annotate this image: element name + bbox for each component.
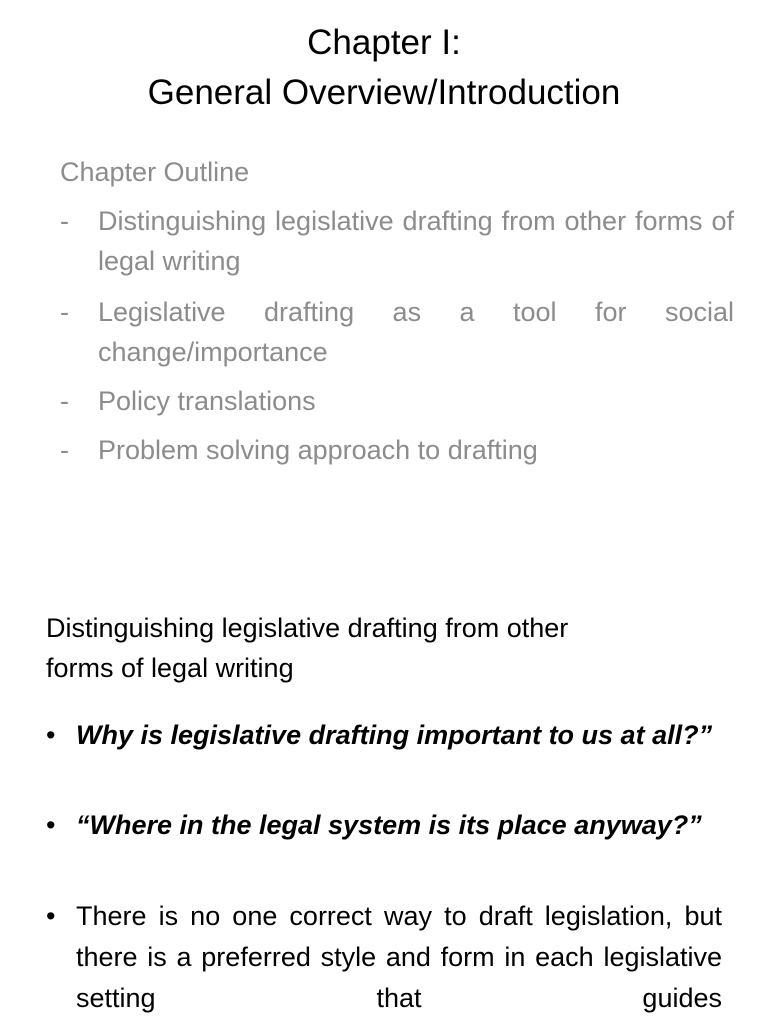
section-heading-line: Distinguishing legislative drafting from other <box>46 613 569 643</box>
chapter-subtitle: General Overview/Introduction <box>147 73 621 112</box>
chapter-title: Chapter I: <box>307 23 461 62</box>
outline-dash: - <box>60 386 69 416</box>
outline-item-text: Legislative drafting as a tool for social change/importance <box>98 297 734 367</box>
outline-dash: - <box>60 297 69 327</box>
outline-heading: Chapter Outline <box>60 157 250 187</box>
bullet-item <box>46 715 722 756</box>
bullet-item <box>46 805 722 846</box>
outline-item <box>60 292 734 372</box>
bullet-dot: • <box>46 810 56 840</box>
outline-item-text: Problem solving approach to drafting <box>98 435 538 465</box>
outline-item-text: Policy translations <box>98 386 316 416</box>
outline-dash: - <box>60 435 69 465</box>
section-heading <box>46 608 726 688</box>
bullet-dot: • <box>46 901 56 931</box>
bullet-question-text: “Where in the legal system is its place anyway?” <box>76 810 702 840</box>
outline-item <box>60 430 734 470</box>
outline-item <box>60 381 734 421</box>
outline-item <box>60 201 734 281</box>
outline-dash: - <box>60 206 69 236</box>
bullet-item <box>46 896 722 1019</box>
bullet-dot: • <box>46 720 56 750</box>
bullet-question-text: Why is legislative drafting important to us at all?” <box>76 720 713 750</box>
section-heading-line: forms of legal writing <box>46 653 294 683</box>
bullet-body-text: There is no one correct way to draft legislation, but there is a preferred style and form in each legislative setting that guides <box>76 901 722 1013</box>
outline-item-text: Distinguishing legislative drafting from other forms of legal writing <box>98 206 734 276</box>
